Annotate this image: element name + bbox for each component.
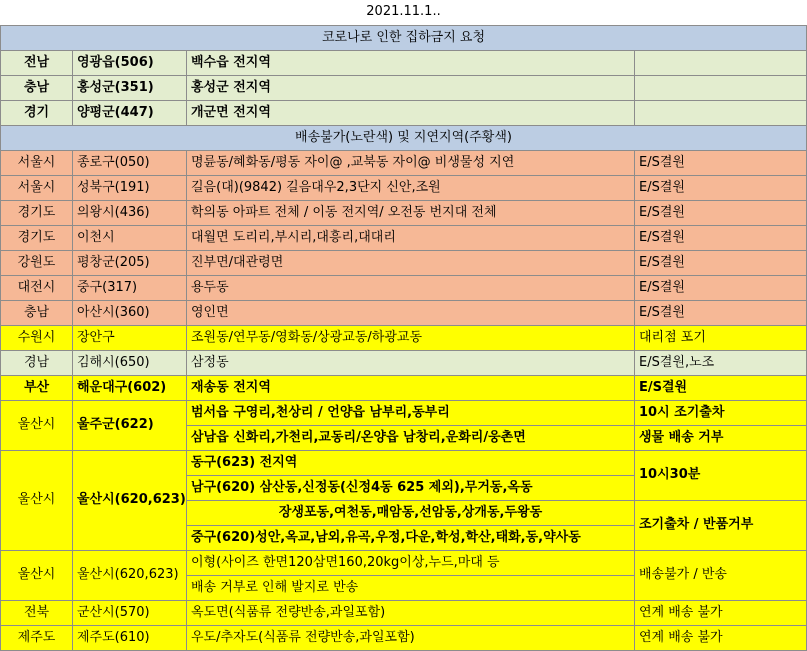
note-cell: E/S결원 xyxy=(635,275,807,300)
note-cell: 10시30분 xyxy=(635,450,807,500)
table-row xyxy=(1,325,807,350)
region-cell: 제주도 xyxy=(1,625,73,650)
area-cell: 장생포동,여천동,매암동,선암동,상개동,두왕동 xyxy=(187,500,635,525)
region-cell: 충남 xyxy=(1,300,73,325)
city-cell: 양평군(447) xyxy=(73,100,187,125)
city-cell: 울산시(620,623) xyxy=(73,450,187,550)
area-cell: 명륜동/혜화동/평동 자이@ ,교북동 자이@ 비생물성 지연 xyxy=(187,150,635,175)
area-cell: 용두동 xyxy=(187,275,635,300)
note-cell: 생물 배송 거부 xyxy=(635,425,807,450)
note-cell: E/S결원 xyxy=(635,150,807,175)
area-cell: 삼남읍 신화리,가천리,교동리/온양읍 남창리,운화리/웅촌면 xyxy=(187,425,635,450)
area-cell: 개군면 전지역 xyxy=(187,100,635,125)
note-cell: 연계 배송 불가 xyxy=(635,600,807,625)
region-cell: 부산 xyxy=(1,375,73,400)
city-cell: 제주도(610) xyxy=(73,625,187,650)
table-row xyxy=(1,400,807,425)
area-cell: 학의동 아파트 전체 / 이동 전지역/ 오전동 번지대 전체 xyxy=(187,200,635,225)
table-row xyxy=(1,200,807,225)
area-cell: 삼정동 xyxy=(187,350,635,375)
note-cell xyxy=(635,75,807,100)
note-cell: 대리점 포기 xyxy=(635,325,807,350)
table-row xyxy=(1,375,807,400)
table-row xyxy=(1,175,807,200)
table-row xyxy=(1,625,807,650)
note-cell: E/S결원 xyxy=(635,300,807,325)
table-row xyxy=(1,350,807,375)
table-row xyxy=(1,100,807,125)
area-cell: 조원동/연무동/영화동/상광교동/하광교동 xyxy=(187,325,635,350)
region-cell: 경기도 xyxy=(1,200,73,225)
region-cell: 수원시 xyxy=(1,325,73,350)
city-cell: 영광읍(506) xyxy=(73,50,187,75)
note-cell: 배송불가 / 반송 xyxy=(635,550,807,600)
area-cell: 옥도면(식품류 전량반송,과일포함) xyxy=(187,600,635,625)
region-cell: 경기도 xyxy=(1,225,73,250)
table-row xyxy=(1,75,807,100)
area-cell: 백수읍 전지역 xyxy=(187,50,635,75)
table-row xyxy=(1,50,807,75)
city-cell: 해운대구(602) xyxy=(73,375,187,400)
note-cell: 10시 조기출차 xyxy=(635,400,807,425)
city-cell: 이천시 xyxy=(73,225,187,250)
region-cell: 울산시 xyxy=(1,550,73,600)
table-row xyxy=(1,275,807,300)
city-cell: 김해시(650) xyxy=(73,350,187,375)
note-cell: 연계 배송 불가 xyxy=(635,625,807,650)
area-cell: 홍성군 전지역 xyxy=(187,75,635,100)
table-row xyxy=(1,550,807,575)
table-row xyxy=(1,150,807,175)
area-cell: 이형(사이즈 한면120삼면160,20kg이상,누드,마대 등 xyxy=(187,550,635,575)
table-row xyxy=(1,300,807,325)
city-cell: 아산시(360) xyxy=(73,300,187,325)
region-cell: 전남 xyxy=(1,50,73,75)
note-cell: 조기출차 / 반품거부 xyxy=(635,500,807,550)
area-cell: 중구(620)성안,옥교,남외,유곡,우정,다운,학성,학산,태화,동,약사동 xyxy=(187,525,635,550)
note-cell xyxy=(635,100,807,125)
city-cell: 홍성군(351) xyxy=(73,75,187,100)
note-cell: E/S결원 xyxy=(635,225,807,250)
table-row xyxy=(1,600,807,625)
region-cell: 대전시 xyxy=(1,275,73,300)
city-cell: 중구(317) xyxy=(73,275,187,300)
city-cell: 군산시(570) xyxy=(73,600,187,625)
area-cell: 남구(620) 삼산동,신정동(신정4동 625 제외),무거동,옥동 xyxy=(187,475,635,500)
note-cell: E/S결원 xyxy=(635,375,807,400)
region-cell: 전북 xyxy=(1,600,73,625)
area-cell: 길음(대)(9842) 길음대우2,3단지 신안,조원 xyxy=(187,175,635,200)
note-cell: E/S결원 xyxy=(635,200,807,225)
area-cell: 진부면/대관령면 xyxy=(187,250,635,275)
area-cell: 재송동 전지역 xyxy=(187,375,635,400)
section2-title: 배송불가(노란색) 및 지연지역(주황색) xyxy=(1,125,807,150)
table-row xyxy=(1,225,807,250)
area-cell: 영인면 xyxy=(187,300,635,325)
area-cell: 배송 거부로 인해 발지로 반송 xyxy=(187,575,635,600)
section1-title: 코로나로 인한 집하금지 요청 xyxy=(1,25,807,50)
region-cell: 강원도 xyxy=(1,250,73,275)
area-cell: 우도/추자도(식품류 전량반송,과일포함) xyxy=(187,625,635,650)
area-cell: 대월면 도리리,부시리,대흥리,대대리 xyxy=(187,225,635,250)
area-cell: 동구(623) 전지역 xyxy=(187,450,635,475)
region-cell: 울산시 xyxy=(1,400,73,450)
note-cell: E/S결원 xyxy=(635,250,807,275)
area-cell: 범서읍 구영리,천상리 / 언양읍 남부리,동부리 xyxy=(187,400,635,425)
city-cell: 장안구 xyxy=(73,325,187,350)
note-cell: E/S결원 xyxy=(635,175,807,200)
city-cell: 울산시(620,623) xyxy=(73,550,187,600)
region-cell: 서울시 xyxy=(1,150,73,175)
region-cell: 울산시 xyxy=(1,450,73,550)
table-row xyxy=(1,250,807,275)
city-cell: 성북구(191) xyxy=(73,175,187,200)
region-cell: 경기 xyxy=(1,100,73,125)
city-cell: 울주군(622) xyxy=(73,400,187,450)
region-cell: 충남 xyxy=(1,75,73,100)
note-cell xyxy=(635,50,807,75)
region-cell: 서울시 xyxy=(1,175,73,200)
note-cell: E/S결원,노조 xyxy=(635,350,807,375)
city-cell: 평창군(205) xyxy=(73,250,187,275)
city-cell: 종로구(050) xyxy=(73,150,187,175)
table-row xyxy=(1,450,807,475)
date-label: 2021.11.1.. xyxy=(1,0,807,25)
city-cell: 의왕시(436) xyxy=(73,200,187,225)
region-cell: 경남 xyxy=(1,350,73,375)
